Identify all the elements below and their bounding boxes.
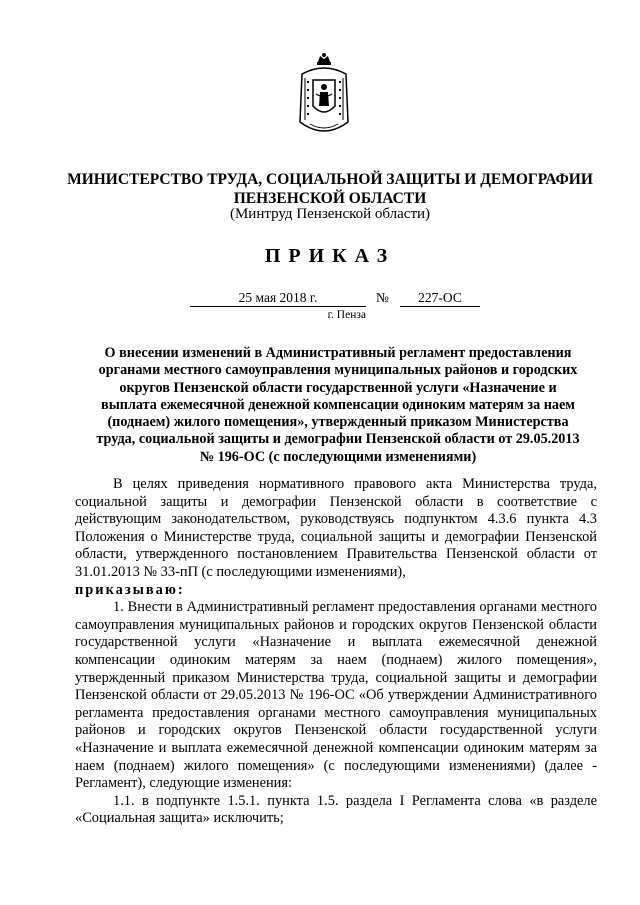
coat-of-arms-icon <box>296 52 352 142</box>
subject-line: органами местного самоуправления муниципальных районов и городских <box>98 362 578 379</box>
preamble-text: В целях приведения нормативного правового акта Министерства труда, социальной защиты и демографии Пензенской области в соответствие с действующим законодательством, руководствуясь подпунктом 4.3.6 пункта 4.3 Положения о Министерстве труда, социальной защиты и демографии Пензенской области, утвержденного постановлением Правительства Пензенской области от 31.01.2013 № 33-пП (с последующими изменениями), <box>75 476 597 580</box>
subject-line: № 196-ОС (с последующими изменениями) <box>199 448 477 465</box>
subject-line: выплата ежемесячной денежной компенсации одиноким матерям за наем <box>101 396 575 413</box>
item-1-paragraph: 1. Внести в Административный регламент предоставления органами местного самоуправления муниципальных районов и городских округов Пензенской области государственной услуги «Назначение и выплата ежемесячной денежной компенсации одиноким матерям за наем (поднаем) жилого помещения», утвержденный приказом Министерства труда, социальной защиты и демографии Пензенской области от 29.05.2013 № 196-ОС «Об утверждении Административного регламента предоставления органами местного самоуправления муниципальных районов и городских округов Пензенской области государственной услуги «Назначение и выплата ежемесячной денежной компенсации одиноким матерям за наем (поднаем) жилого помещения» (с последующими изменениями) (далее - Регламент), следующие изменения: <box>75 599 597 792</box>
ministry-name <box>60 170 600 208</box>
number-sign: № <box>376 290 389 305</box>
document-type-title: ПРИКАЗ <box>264 245 396 267</box>
ministry-name-line2: ПЕНЗЕНСКОЙ ОБЛАСТИ <box>233 190 427 207</box>
document-body <box>75 476 597 828</box>
document-subject <box>78 345 598 466</box>
subject-line: округов Пензенской области государственной услуги «Назначение и <box>119 379 557 396</box>
subject-line: (поднаем) жилого помещения», утвержденный приказом Министерства <box>107 414 569 431</box>
order-word: приказываю: <box>75 581 185 598</box>
subject-line: труда, социальной защиты и демографии Пензенской области от 29.05.2013 <box>96 431 580 448</box>
preamble-paragraph <box>75 476 597 599</box>
document-number: 227-ОС <box>400 290 480 307</box>
subject-line: О внесении изменений в Административный регламент предоставления <box>104 345 572 361</box>
ministry-short-name: (Минтруд Пензенской области) <box>229 206 431 222</box>
item-1-1-paragraph: 1.1. в подпункте 1.5.1. пункта 1.5. раздела I Регламента слова «в разделе «Социальная защита» исключить; <box>75 792 597 827</box>
document-date: 25 мая 2018 г. <box>190 290 366 307</box>
document-city: г. Пенза <box>327 309 366 321</box>
ministry-name-line1: МИНИСТЕРСТВО ТРУДА, СОЦИАЛЬНОЙ ЗАЩИТЫ И ДЕМОГРАФИИ <box>67 171 593 188</box>
